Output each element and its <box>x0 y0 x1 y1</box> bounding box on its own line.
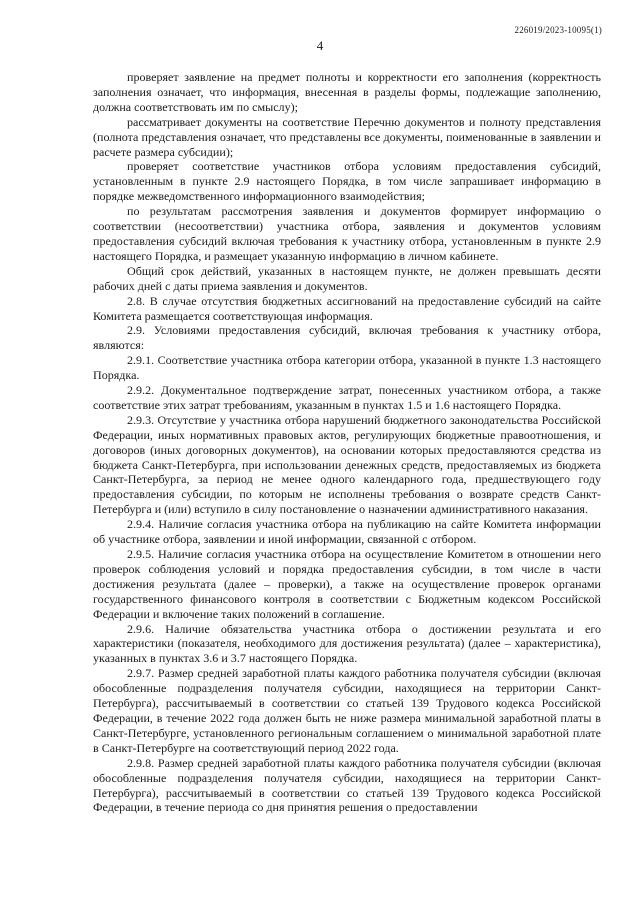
paragraph-check-conditions: проверяет соответствие участников отбора условиям предоставления субсидий, установленным в пункте 2.9 настоящего Порядка, в том числе запрашивает информацию в порядке межведомственного информационного взаимодействия; <box>93 159 601 204</box>
paragraph-check-application: проверяет заявление на предмет полноты и корректности его заполнения (корректность заполнения означает, что информация, внесенная в разделы формы, подлежащие заполнению, должна соответствовать им по смыслу); <box>93 70 601 114</box>
paragraph-2-9-8: 2.9.8. Размер средней заработной платы каждого работника получателя субсидии (включая обособленные подразделения получателя субсидии, находящиеся на территории Санкт-Петербурга), рассчитываемый в соответствии со статьей 139 Трудового кодекса Российской Федерации, в течение периода со дня принятия решения о предоставлении <box>93 755 601 815</box>
paragraph-2-9-1: 2.9.1. Соответствие участника отбора категории отбора, указанной в пункте 1.3 настоящего Порядка. <box>93 353 601 383</box>
paragraph-2-9-2: 2.9.2. Документальное подтверждение затрат, понесенных участником отбора, а также соответствие этих затрат требованиям, указанным в пунктах 1.5 и 1.6 настоящего Порядка. <box>93 383 601 412</box>
paragraph-review-documents: рассматривает документы на соответствие Перечню документов и полноту представления (полнота представления означает, что представлены все документы, поименованные в заявлении и расчете размера субсидии); <box>93 114 601 159</box>
paragraph-2-9-4: 2.9.4. Наличие согласия участника отбора на публикацию на сайте Комитета информации об участнике отбора, заявлении и иной информации, связанной с отбором. <box>93 517 601 547</box>
paragraph-2-9-7: 2.9.7. Размер средней заработной платы каждого работника получателя субсидии (включая обособленные подразделения получателя субсидии, находящиеся на территории Санкт-Петербурга), рассчитываемый в соответствии со статьей 139 Трудового кодекса Российской Федерации, в течение 2022 года должен быть не ниже размера минимальной заработной платы в Санкт-Петербурге, установленного региональным соглашением о минимальной заработной плате в Санкт-Петербурге на соответствующий период 2022 года. <box>93 666 601 755</box>
paragraph-2-9-6: 2.9.6. Наличие обязательства участника отбора о достижении результата и его характеристики (показателя, необходимого для достижения результата) (далее – характеристика), указанных в пунктах 3.6 и 3.7 настоящего Порядка. <box>93 621 601 666</box>
paragraph-2-9: 2.9. Условиями предоставления субсидий, включая требования к участнику отбора, являются: <box>93 323 601 353</box>
paragraph-2-9-3: 2.9.3. Отсутствие у участника отбора нарушений бюджетного законодательства Российской Федерации, иных нормативных правовых актов, регулирующих бюджетные правоотношения, и договоров (иных договорных документов), на основании которых предоставляются средства из бюджета Санкт-Петербурга, при использовании денежных средств, предоставляемых из бюджета Санкт-Петербурга, за период не менее одного календарного года, предшествующего году предоставления субсидии, по которым не исполнены требования о возврате средств Санкт-Петербурга и (или) вступило в силу постановление о назначении административного наказания. <box>93 412 601 517</box>
page-number: 4 <box>316 38 324 53</box>
paragraph-form-information: по результатам рассмотрения заявления и документов формирует информацию о соответствии (несоответствии) участника отбора, заявления и документов условиям предоставления субсидий включая требования к участнику отбора, установленным в пункте 2.9 настоящего Порядка, и размещает указанную информацию в личном кабинете. <box>93 204 601 263</box>
paragraph-2-9-5: 2.9.5. Наличие согласия участника отбора на осуществление Комитетом в отношении него проверок соблюдения условий и порядка предоставления субсидии, в том числе в части достижения результата (далее – проверки), а также на осуществление проверок органами государственного финансового контроля в соответствии с Бюджетным кодексом Российской Федерации и включение таких положений в соглашение. <box>93 547 601 621</box>
document-body <box>93 70 601 815</box>
paragraph-total-period: Общий срок действий, указанных в настоящем пункте, не должен превышать десяти рабочих дней с даты приема заявления и документов. <box>93 263 601 293</box>
document-registration-number: 226019/2023-10095(1) <box>514 25 602 35</box>
paragraph-2-8: 2.8. В случае отсутствия бюджетных ассигнований на предоставление субсидий на сайте Комитета размещается соответствующая информация. <box>93 293 601 323</box>
